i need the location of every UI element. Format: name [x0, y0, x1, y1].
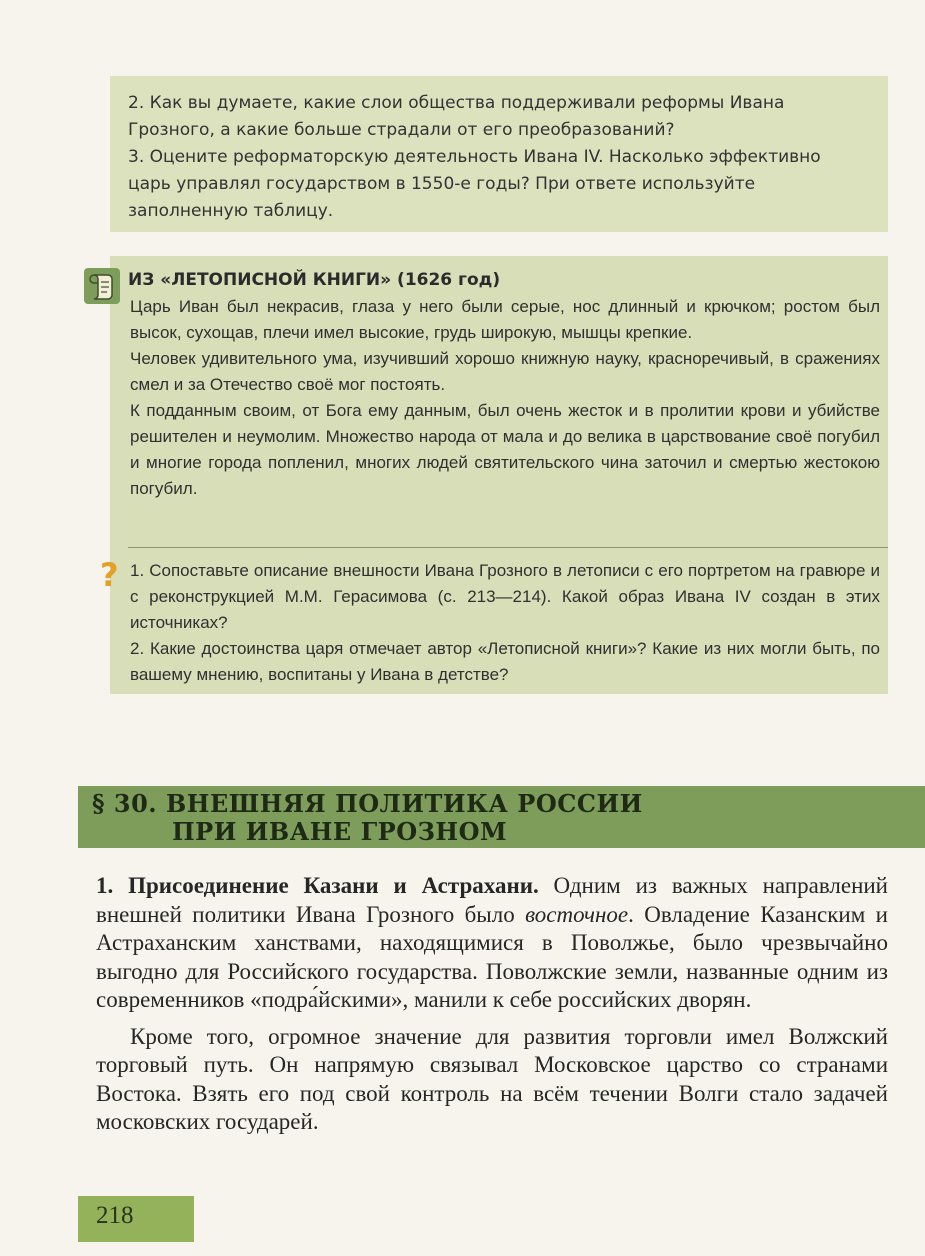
section-title: [92, 790, 643, 846]
chronicle-paragraph: К подданным своим, от Бога ему данным, был очень жесток и в пролитии крови и убийстве решителен и неумолим. Множество народа от мала и до велика в царствование своё погубил и многие города попленил, многих людей святительского чина заточил и смертью жестокою погубил.: [130, 401, 880, 498]
chronicle-paragraph: Человек удивительного ума, изучивший хорошо книжную науку, красноречивый, в сражениях смел и за Отечество своё мог постоять.: [130, 349, 880, 394]
question-2: 2. Как вы думаете, какие слои общества поддерживали реформы Ивана Грозного, а какие больше страдали от его преобразований?: [128, 93, 785, 140]
body-paragraph-2: Кроме того, огромное значение для развития торговли имел Волжский торговый путь. Он напрямую связывал Московское царство со странами Востока. Взять его под свой контроль на всём течении Волги стало задачей московских государей.: [96, 1023, 888, 1134]
section-title-line-1: § 30. ВНЕШНЯЯ ПОЛИТИКА РОССИИ: [92, 789, 643, 818]
body-text-run: . Овладение Казанским и Астраханским ханствами, находящимися в Поволжье, было чрезвычайно выгодно для Российского государства. Поволжские земли, названные одним из современников «подра́йскими», манили к себе российских дворян.: [96, 901, 888, 1012]
chronicle-divider: [128, 547, 888, 548]
section-title-line-2: ПРИ ИВАНЕ ГРОЗНОМ: [172, 817, 508, 846]
body-text-run: Одним из важных направлений внешней политики Ивана Грозного было: [96, 873, 888, 927]
question-mark-icon: ?: [100, 556, 119, 594]
chronicle-text: [130, 294, 880, 502]
chronicle-paragraph: Царь Иван был некрасив, глаза у него были серые, нос длинный и крючком; ростом был высок, сухощав, плечи имел высокие, грудь широкую, мышцы крепкие.: [130, 297, 880, 342]
chronicle-question-1: 1. Сопоставьте описание внешности Ивана Грозного в летописи с его портретом на гравюре и с реконструкцией М.М. Герасимова (с. 213—214). Какой образ Ивана IV создан в этих источниках?: [130, 561, 880, 632]
body-paragraph-1: [96, 872, 888, 1015]
emphasized-term: восточное: [525, 901, 629, 927]
question-3: 3. Оцените реформаторскую деятельность Ивана IV. Насколько эффективно царь управлял государством в 1550-е годы? При ответе используйте заполненную таблицу.: [128, 147, 821, 221]
chronicle-question-2: 2. Какие достоинства царя отмечает автор «Летописной книги»? Какие из них могли быть, по вашему мнению, воспитаны у Ивана в детстве?: [130, 639, 880, 684]
page-number: 218: [96, 1202, 134, 1229]
scroll-icon: [82, 266, 122, 306]
subsection-heading: 1. Присоединение Казани и Астрахани.: [96, 873, 539, 898]
chronicle-title: ИЗ «ЛЕТОПИСНОЙ КНИГИ» (1626 год): [128, 270, 501, 290]
body-text: [96, 872, 888, 1137]
chronicle-questions: [130, 558, 880, 688]
discussion-questions-box: [110, 76, 888, 232]
